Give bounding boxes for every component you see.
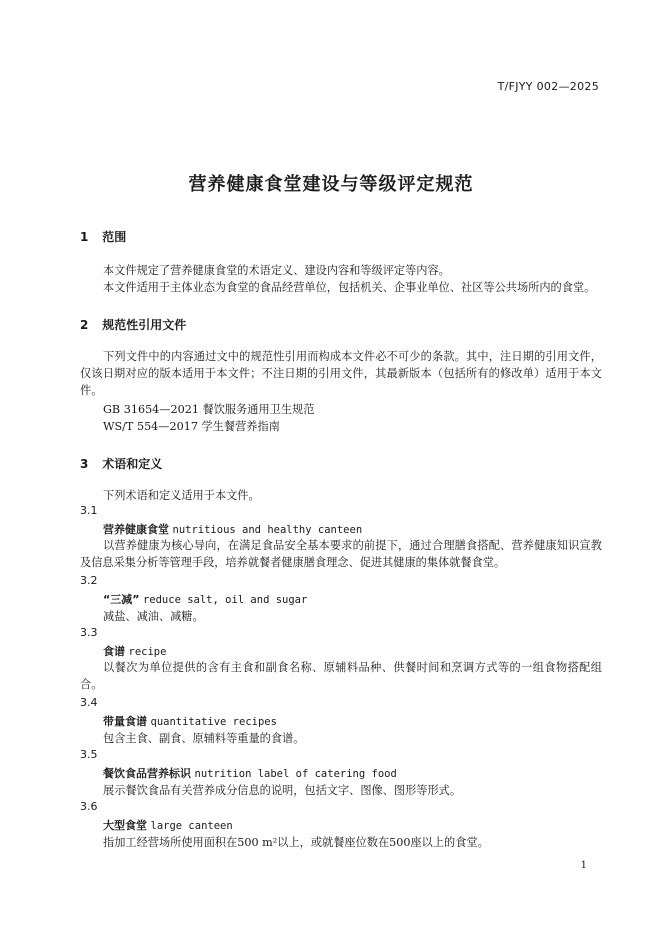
clause-number: 3.1 [80, 504, 98, 517]
term-entry [103, 817, 233, 833]
term-definition: 展示餐饮食品有关营养成分信息的说明，包括文字、图像、图形等形式。 [103, 784, 462, 797]
term-zh: 营养健康食堂 [103, 523, 169, 536]
term-definition: 指加工经营场所使用面积在500 m²以上，或就餐座位数在500座以上的食堂。 [103, 836, 489, 849]
section-title: 术语和定义 [102, 457, 163, 471]
term-en: nutrition label of catering food [194, 768, 397, 780]
term-zh: 食谱 [103, 645, 125, 658]
term-en: quantitative recipes [150, 716, 277, 728]
term-en: nutritious and healthy canteen [172, 524, 363, 536]
section-heading-3 [80, 455, 162, 472]
clause-number: 3.3 [80, 626, 98, 639]
clause-number: 3.5 [80, 748, 98, 761]
normative-reference: WS/T 554—2017 学生餐营养指南 [103, 420, 280, 433]
section-title: 范围 [102, 230, 127, 244]
term-entry [103, 643, 166, 659]
section-title: 规范性引用文件 [102, 318, 187, 332]
section-heading-2 [80, 316, 186, 333]
section-number: 2 [80, 318, 89, 332]
term-zh: “三减” [103, 593, 140, 606]
term-entry [103, 591, 307, 607]
term-definition: 以营养健康为核心导向，在满足食品安全基本要求的前提下，通过合理膳食搭配、营养健康知识宣教及信息采集分析等管理手段，培养就餐者健康膳食理念、促进其健康的集体就餐食堂。 [80, 539, 602, 569]
term-definition: 以餐次为单位提供的含有主食和副食名称、原辅料品种、供餐时间和烹调方式等的一组食物搭配组合。 [80, 661, 602, 691]
normative-reference: GB 31654—2021 餐饮服务通用卫生规范 [103, 403, 315, 416]
term-entry [103, 765, 397, 781]
paragraph: 下列文件中的内容通过文中的规范性引用而构成本文件必不可少的条款。其中，注日期的引用文件，仅该日期对应的版本适用于本文件；不注日期的引用文件，其最新版本（包括所有的修改单）适用于本文件。 [80, 350, 602, 397]
section-number: 1 [80, 230, 89, 244]
term-entry [103, 713, 277, 729]
clause-number: 3.2 [80, 574, 98, 587]
term-en: recipe [128, 646, 167, 658]
clause-number: 3.4 [80, 696, 98, 709]
page-title: 营养健康食堂建设与等级评定规范 [188, 174, 474, 195]
page-number: 1 [580, 860, 587, 871]
term-zh: 大型食堂 [103, 819, 147, 832]
paragraph: 本文件规定了营养健康食堂的术语定义、建设内容和等级评定等内容。 [103, 264, 450, 277]
term-zh: 带量食谱 [103, 715, 147, 728]
clause-number: 3.6 [80, 800, 98, 813]
section-number: 3 [80, 457, 89, 471]
term-en: large canteen [150, 820, 233, 832]
term-en: reduce salt, oil and sugar [142, 594, 308, 606]
paragraph: 下列术语和定义适用于本文件。 [103, 489, 260, 502]
term-definition: 包含主食、副食、原辅料等重量的食谱。 [103, 732, 305, 745]
paragraph: 本文件适用于主体业态为食堂的食品经营单位，包括机关、企事业单位、社区等公共场所内的食堂。 [103, 281, 596, 294]
document-number: T/FJYY 002—2025 [497, 80, 599, 93]
section-heading-1 [80, 228, 126, 245]
term-zh: 餐饮食品营养标识 [103, 767, 191, 780]
term-entry [103, 521, 362, 537]
term-definition: 减盐、减油、减糖。 [103, 610, 204, 623]
